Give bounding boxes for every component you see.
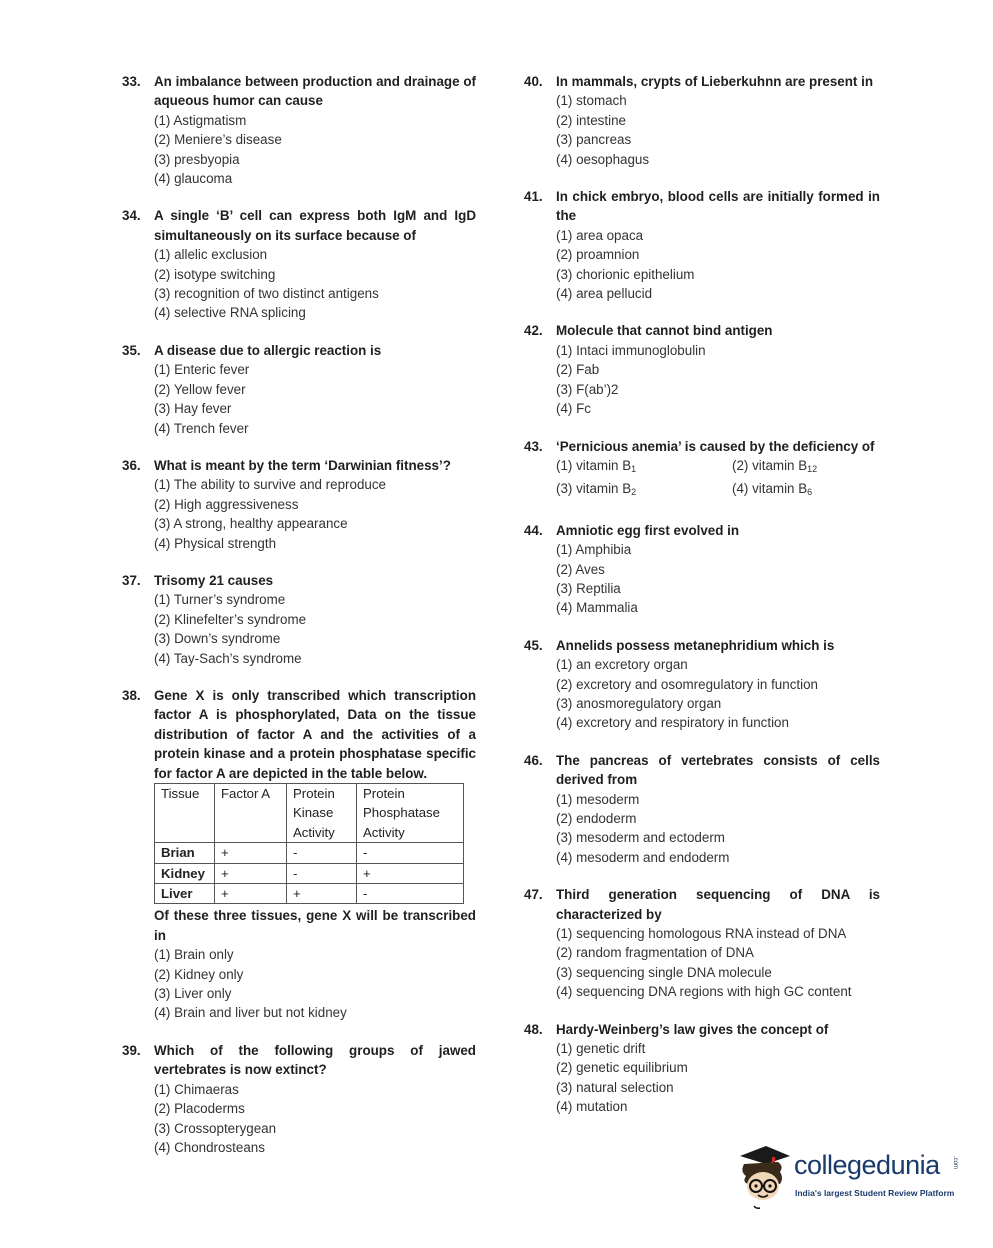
left-column xyxy=(122,72,476,1175)
table-header-cell: Factor A xyxy=(215,784,287,843)
option: (4) Trench fever xyxy=(154,420,249,436)
options-list xyxy=(524,790,880,868)
question-number: 34. xyxy=(122,208,141,224)
option: (4) mutation xyxy=(556,1099,628,1115)
option: (4) mesoderm and endoderm xyxy=(556,849,730,865)
question-head xyxy=(524,187,880,226)
option-subscript: 2 xyxy=(631,487,637,498)
table-cell: - xyxy=(357,884,464,904)
option: (4) oesophagus xyxy=(556,151,650,167)
question-48 xyxy=(524,1020,880,1117)
option: (4) excretory and respiratory in function xyxy=(556,715,789,731)
option: (2) Klinefelter’s syndrome xyxy=(154,611,307,627)
option: (4) Tay-Sach’s syndrome xyxy=(154,650,302,666)
question-number: 41. xyxy=(524,189,543,205)
options-list xyxy=(524,91,880,169)
option: (2) Aves xyxy=(556,561,605,577)
question-text: Amniotic egg first evolved in xyxy=(556,522,740,538)
question-text: The pancreas of vertebrates consists of cells derived from xyxy=(556,752,880,788)
options-list xyxy=(122,945,476,1023)
table-cell: + xyxy=(287,884,357,904)
option xyxy=(732,456,880,479)
option: (1) sequencing homologous RNA instead of DNA xyxy=(556,926,847,942)
logo-suffix: .com xyxy=(952,1156,958,1170)
option: (2) Kidney only xyxy=(154,966,244,982)
question-number: 40. xyxy=(524,74,543,89)
right-questions-bottom xyxy=(524,521,880,1117)
option: (3) F(ab’)2 xyxy=(556,381,619,397)
options-list xyxy=(122,475,476,553)
question-head xyxy=(524,1020,880,1039)
option: (3) recognition of two distinct antigens xyxy=(154,286,379,302)
options-list xyxy=(524,341,880,419)
question-39 xyxy=(122,1041,476,1157)
options-list xyxy=(524,540,880,618)
question-head xyxy=(122,341,476,360)
option-subscript: 6 xyxy=(807,487,813,498)
question-head xyxy=(524,636,880,655)
table-cell: Kidney xyxy=(155,863,215,883)
options-list xyxy=(524,924,880,1002)
option: (1) Amphibia xyxy=(556,542,632,558)
logo-tagline: India's largest Student Review Platform xyxy=(795,1188,955,1198)
table-row xyxy=(155,863,464,883)
question-continuation xyxy=(122,906,476,945)
option: (2) intestine xyxy=(556,112,626,128)
option: (1) Enteric fever xyxy=(154,362,250,378)
question-35 xyxy=(122,341,476,438)
question-text: In mammals, crypts of Lieberkuhnn are present in xyxy=(556,74,874,89)
question-head xyxy=(122,206,476,245)
option: (2) excretory and osomregulatory in function xyxy=(556,676,818,692)
question-34 xyxy=(122,206,476,322)
question-47 xyxy=(524,885,880,1001)
option: (4) Mammalia xyxy=(556,600,638,616)
option: (4) Chondrosteans xyxy=(154,1139,265,1155)
option: (1) allelic exclusion xyxy=(154,247,268,263)
option: (3) mesoderm and ectoderm xyxy=(556,830,725,846)
option: (1) Brain only xyxy=(154,947,234,963)
question-number: 38. xyxy=(122,687,141,703)
table-row xyxy=(155,843,464,863)
question-number: 36. xyxy=(122,457,141,473)
option: (4) area pellucid xyxy=(556,286,653,302)
option xyxy=(556,479,732,502)
question-46 xyxy=(524,751,880,867)
question-text: Which of the following groups of jawed vertebrates is now extinct? xyxy=(154,1042,476,1078)
question-text: Gene X is only transcribed which transcription factor A is phosphorylated, Data on the tissue distribution of factor A and the activities of a protein kinase and a protein phosphatase specific for factor A are depicted in the table below. xyxy=(154,687,476,781)
question-head xyxy=(122,456,476,475)
option: (3) anosmoregulatory organ xyxy=(556,695,722,711)
question-number: 37. xyxy=(122,572,141,588)
option-subscript: 12 xyxy=(807,463,818,474)
logo-wordmark: collegedunia xyxy=(794,1150,940,1180)
data-table xyxy=(154,783,464,904)
option: (4) sequencing DNA regions with high GC content xyxy=(556,984,852,1000)
question-number: 43. xyxy=(524,438,543,454)
option-label: (4) vitamin B xyxy=(732,481,808,497)
question-42 xyxy=(524,321,880,418)
option: (1) area opaca xyxy=(556,227,644,243)
option: (2) isotype switching xyxy=(154,266,276,282)
option: (4) Fc xyxy=(556,401,591,417)
question-number: 39. xyxy=(122,1042,141,1058)
question-text: Trisomy 21 causes xyxy=(154,572,274,588)
question-head xyxy=(122,571,476,590)
options-grid xyxy=(524,456,880,503)
question-text: A disease due to allergic reaction is xyxy=(154,342,382,358)
option: (3) presbyopia xyxy=(154,151,240,167)
question-number: 45. xyxy=(524,637,543,653)
option: (1) Chimaeras xyxy=(154,1081,239,1097)
question-head xyxy=(524,72,880,91)
options-list xyxy=(122,1080,476,1158)
question-45 xyxy=(524,636,880,733)
options-list xyxy=(524,1039,880,1117)
option xyxy=(732,479,880,502)
question-head xyxy=(524,885,880,924)
table-cell: Liver xyxy=(155,884,215,904)
option: (2) Yellow fever xyxy=(154,381,246,397)
option: (2) Fab xyxy=(556,362,600,378)
question-head xyxy=(524,751,880,790)
option: (1) Turner’s syndrome xyxy=(154,592,286,608)
table-cell: + xyxy=(215,884,287,904)
question-41 xyxy=(524,187,880,303)
option: (3) Down’s syndrome xyxy=(154,631,281,647)
question-head xyxy=(122,72,476,111)
option: (1) genetic drift xyxy=(556,1041,646,1057)
question-text: Hardy-Weinberg’s law gives the concept of xyxy=(556,1021,829,1037)
question-head xyxy=(524,437,880,456)
collegedunia-logo xyxy=(736,1142,966,1212)
question-38 xyxy=(122,686,476,1023)
right-questions-top xyxy=(524,72,880,419)
question-43 xyxy=(524,437,880,503)
question-44 xyxy=(524,521,880,618)
option: (2) random fragmentation of DNA xyxy=(556,945,754,961)
question-33 xyxy=(122,72,476,188)
option: (3) A strong, healthy appearance xyxy=(154,516,348,532)
option: (1) stomach xyxy=(556,93,627,109)
question-number: 46. xyxy=(524,752,543,768)
question-number: 35. xyxy=(122,342,141,358)
option: (3) pancreas xyxy=(556,132,632,148)
question-text: Molecule that cannot bind antigen xyxy=(556,323,773,339)
table-header-cell: Tissue xyxy=(155,784,215,843)
question-text: What is meant by the term ‘Darwinian fitness’? xyxy=(154,457,451,473)
options-list xyxy=(122,360,476,438)
table-header-cell: Protein Kinase Activity xyxy=(287,784,357,843)
table-cell: + xyxy=(357,863,464,883)
question-text: ‘Pernicious anemia’ is caused by the deficiency of xyxy=(556,438,875,454)
option: (1) Astigmatism xyxy=(154,112,247,128)
question-number: 47. xyxy=(524,887,543,903)
right-column xyxy=(524,72,880,1135)
table-cell: Brian xyxy=(155,843,215,863)
option: (4) glaucoma xyxy=(154,171,233,187)
question-number: 48. xyxy=(524,1021,543,1037)
question-40 xyxy=(524,72,880,169)
question-text: Annelids possess metanephridium which is xyxy=(556,637,835,653)
option: (4) selective RNA splicing xyxy=(154,305,306,321)
option: (2) genetic equilibrium xyxy=(556,1060,688,1076)
question-head xyxy=(122,686,476,783)
table-cell: - xyxy=(357,843,464,863)
left-questions xyxy=(122,72,476,668)
question-text: A single ‘B’ cell can express both IgM and IgD simultaneously on its surface because of xyxy=(154,208,476,243)
options-list xyxy=(122,111,476,189)
option xyxy=(556,456,732,479)
option: (2) endoderm xyxy=(556,811,637,826)
options-list xyxy=(524,655,880,733)
option-label: (1) vitamin B xyxy=(556,457,632,473)
table-cell: - xyxy=(287,843,357,863)
options-list xyxy=(122,245,476,323)
question-text: Third generation sequencing of DNA is characterized by xyxy=(556,887,880,922)
option: (1) an excretory organ xyxy=(556,657,688,673)
option-label: (2) vitamin B xyxy=(732,457,808,473)
mascot-icon xyxy=(736,1142,794,1212)
option: (2) Placoderms xyxy=(154,1101,245,1117)
option: (4) Physical strength xyxy=(154,535,277,551)
option: (2) proamnion xyxy=(556,247,640,263)
table-cell: - xyxy=(287,863,357,883)
table-row xyxy=(155,884,464,904)
question-head xyxy=(122,1041,476,1080)
option-subscript: 1 xyxy=(631,463,637,474)
option: (3) Reptilia xyxy=(556,580,621,596)
table-header-row xyxy=(155,784,464,843)
option: (1) mesoderm xyxy=(556,791,640,807)
question-head xyxy=(524,321,880,340)
question-37 xyxy=(122,571,476,668)
option: (1) The ability to survive and reproduce xyxy=(154,477,386,493)
option: (3) Liver only xyxy=(154,986,232,1002)
options-list xyxy=(524,226,880,304)
question-head xyxy=(524,521,880,540)
question-number: 33. xyxy=(122,74,141,89)
option: (3) sequencing single DNA molecule xyxy=(556,964,772,980)
option: (1) Intaci immunoglobulin xyxy=(556,342,706,358)
question-text: In chick embryo, blood cells are initially formed in the xyxy=(556,189,880,224)
question-36 xyxy=(122,456,476,553)
table-header-cell: Protein Phosphatase Activity xyxy=(357,784,464,843)
option: (3) Crossopterygean xyxy=(154,1120,277,1136)
table-cell: + xyxy=(215,843,287,863)
option: (3) chorionic epithelium xyxy=(556,266,695,282)
options-list xyxy=(122,590,476,668)
question-text: An imbalance between production and drainage of aqueous humor can cause xyxy=(154,74,476,109)
option: (2) Meniere’s disease xyxy=(154,132,282,148)
question-text: Of these three tissues, gene X will be transcribed in xyxy=(154,908,476,943)
option: (3) Hay fever xyxy=(154,401,232,417)
option-label: (3) vitamin B xyxy=(556,481,632,497)
option: (3) natural selection xyxy=(556,1079,674,1095)
option: (4) Brain and liver but not kidney xyxy=(154,1005,347,1021)
question-number: 44. xyxy=(524,522,543,538)
question-number: 42. xyxy=(524,323,543,339)
table-cell: + xyxy=(215,863,287,883)
option: (2) High aggressiveness xyxy=(154,496,299,512)
